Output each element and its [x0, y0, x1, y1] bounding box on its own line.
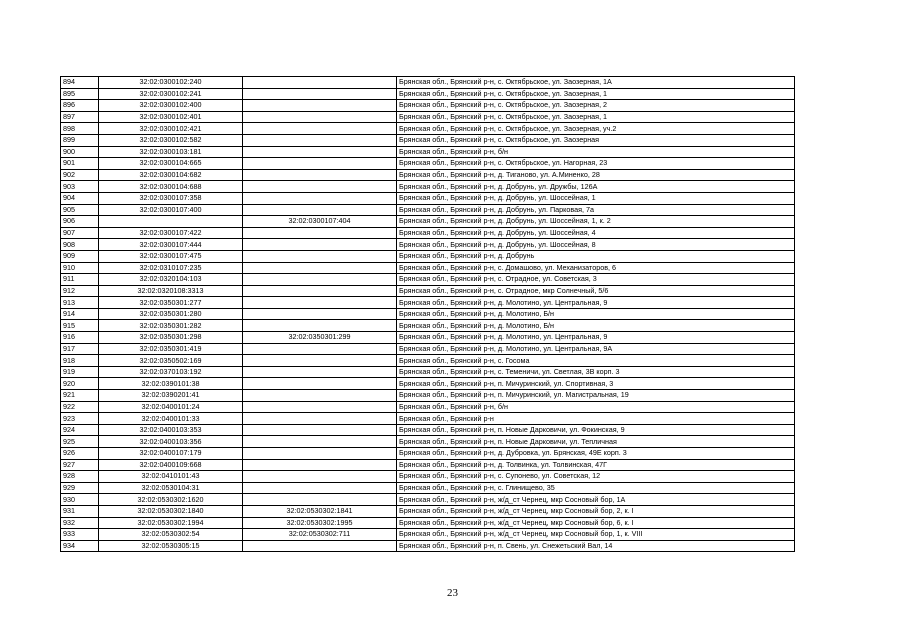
- row-number-cell: 895: [61, 88, 99, 100]
- row-number-cell: 903: [61, 181, 99, 193]
- cadastral-number-cell: 32:02:0310107:235: [99, 262, 243, 274]
- cadastral-number-cell: 32:02:0350301:282: [99, 320, 243, 332]
- address-cell: Брянская обл., Брянский р-н, с. Октябрьское, ул. Заозерная, 1А: [397, 77, 795, 89]
- row-number-cell: 926: [61, 448, 99, 460]
- address-cell: Брянская обл., Брянский р-н, ж/д_ст Чернец, мкр Сосновый бор, 6, к. I: [397, 517, 795, 529]
- cadastral-number-cell: 32:02:0320104:103: [99, 274, 243, 286]
- related-cadastral-number-cell: 32:02:0530302:1841: [243, 505, 397, 517]
- cadastral-number-cell: 32:02:0400103:353: [99, 424, 243, 436]
- address-cell: Брянская обл., Брянский р-н, д. Добрунь, ул. Шоссейная, 8: [397, 239, 795, 251]
- cadastral-number-cell: 32:02:0390201:41: [99, 390, 243, 402]
- address-cell: Брянская обл., Брянский р-н, д. Дубровка, ул. Брянская, 49Е корп. 3: [397, 448, 795, 460]
- related-cadastral-number-cell: [243, 355, 397, 367]
- cadastral-number-cell: 32:02:0300104:682: [99, 169, 243, 181]
- cadastral-number-cell: 32:02:0300104:688: [99, 181, 243, 193]
- cadastral-table: [60, 76, 795, 552]
- address-cell: Брянская обл., Брянский р-н, ж/д_ст Чернец, мкр Сосновый бор, 2, к. I: [397, 505, 795, 517]
- row-number-cell: 904: [61, 192, 99, 204]
- address-cell: Брянская обл., Брянский р-н, с. Октябрьское, ул. Заозерная, 1: [397, 111, 795, 123]
- address-cell: Брянская обл., Брянский р-н, д. Тиганово, ул. А.Миненко, 28: [397, 169, 795, 181]
- related-cadastral-number-cell: 32:02:0530302:711: [243, 529, 397, 541]
- address-cell: Брянская обл., Брянский р-н, с. Госома: [397, 355, 795, 367]
- table-row: [61, 459, 795, 471]
- cadastral-number-cell: 32:02:0300102:582: [99, 134, 243, 146]
- cadastral-number-cell: 32:02:0530302:1620: [99, 494, 243, 506]
- row-number-cell: 923: [61, 413, 99, 425]
- row-number-cell: 896: [61, 100, 99, 112]
- address-cell: Брянская обл., Брянский р-н, ж/д_ст Чернец, мкр Сосновый бор, 1, к. VIII: [397, 529, 795, 541]
- table-row: [61, 355, 795, 367]
- table-row: [61, 274, 795, 286]
- cadastral-number-cell: 32:02:0300104:665: [99, 158, 243, 170]
- row-number-cell: 900: [61, 146, 99, 158]
- row-number-cell: 927: [61, 459, 99, 471]
- row-number-cell: 933: [61, 529, 99, 541]
- table-row: [61, 169, 795, 181]
- address-cell: Брянская обл., Брянский р-н, с. Октябрьское, ул. Нагорная, 23: [397, 158, 795, 170]
- table-row: [61, 366, 795, 378]
- row-number-cell: 924: [61, 424, 99, 436]
- table-row: [61, 297, 795, 309]
- cadastral-number-cell: 32:02:0530104:31: [99, 482, 243, 494]
- address-cell: Брянская обл., Брянский р-н, б/н: [397, 401, 795, 413]
- row-number-cell: 899: [61, 134, 99, 146]
- cadastral-number-cell: 32:02:0530302:1994: [99, 517, 243, 529]
- related-cadastral-number-cell: [243, 77, 397, 89]
- related-cadastral-number-cell: [243, 343, 397, 355]
- row-number-cell: 913: [61, 297, 99, 309]
- row-number-cell: 912: [61, 285, 99, 297]
- address-cell: Брянская обл., Брянский р-н, д. Добрунь, ул. Дружбы, 126А: [397, 181, 795, 193]
- address-cell: Брянская обл., Брянский р-н, д. Молотино, ул. Центральная, 9: [397, 297, 795, 309]
- row-number-cell: 908: [61, 239, 99, 251]
- table-row: [61, 343, 795, 355]
- address-cell: Брянская обл., Брянский р-н: [397, 413, 795, 425]
- table-body: [61, 77, 795, 552]
- address-cell: Брянская обл., Брянский р-н, д. Добрунь, ул. Шоссейная, 4: [397, 227, 795, 239]
- address-cell: Брянская обл., Брянский р-н, д. Молотино, Б/н: [397, 308, 795, 320]
- table-row: [61, 250, 795, 262]
- address-cell: Брянская обл., Брянский р-н, с. Домашово, ул. Механизаторов, 6: [397, 262, 795, 274]
- cadastral-number-cell: 32:02:0300102:241: [99, 88, 243, 100]
- related-cadastral-number-cell: [243, 424, 397, 436]
- row-number-cell: 902: [61, 169, 99, 181]
- table-row: [61, 413, 795, 425]
- related-cadastral-number-cell: [243, 436, 397, 448]
- address-cell: Брянская обл., Брянский р-н, б/н: [397, 146, 795, 158]
- row-number-cell: 914: [61, 308, 99, 320]
- cadastral-number-cell: 32:02:0530302:1840: [99, 505, 243, 517]
- related-cadastral-number-cell: [243, 134, 397, 146]
- table-row: [61, 285, 795, 297]
- row-number-cell: 920: [61, 378, 99, 390]
- related-cadastral-number-cell: 32:02:0350301:299: [243, 332, 397, 344]
- related-cadastral-number-cell: [243, 471, 397, 483]
- row-number-cell: 910: [61, 262, 99, 274]
- cadastral-number-cell: 32:02:0300103:181: [99, 146, 243, 158]
- address-cell: Брянская обл., Брянский р-н, п. Новые Дарковичи, ул. Фокинская, 9: [397, 424, 795, 436]
- row-number-cell: 894: [61, 77, 99, 89]
- row-number-cell: 916: [61, 332, 99, 344]
- row-number-cell: 921: [61, 390, 99, 402]
- cadastral-number-cell: 32:02:0350301:419: [99, 343, 243, 355]
- row-number-cell: 907: [61, 227, 99, 239]
- table-row: [61, 158, 795, 170]
- cadastral-number-cell: 32:02:0370103:192: [99, 366, 243, 378]
- row-number-cell: 898: [61, 123, 99, 135]
- table-row: [61, 482, 795, 494]
- related-cadastral-number-cell: [243, 158, 397, 170]
- table-row: [61, 390, 795, 402]
- cadastral-number-cell: 32:02:0300102:400: [99, 100, 243, 112]
- address-cell: Брянская обл., Брянский р-н, д. Добрунь: [397, 250, 795, 262]
- related-cadastral-number-cell: [243, 262, 397, 274]
- cadastral-number-cell: 32:02:0530302:54: [99, 529, 243, 541]
- related-cadastral-number-cell: [243, 308, 397, 320]
- table-row: [61, 192, 795, 204]
- row-number-cell: 932: [61, 517, 99, 529]
- table-row: [61, 88, 795, 100]
- cadastral-number-cell: 32:02:0400109:668: [99, 459, 243, 471]
- table-row: [61, 378, 795, 390]
- related-cadastral-number-cell: [243, 88, 397, 100]
- address-cell: Брянская обл., Брянский р-н, д. Добрунь, ул. Парковая, 7а: [397, 204, 795, 216]
- table-row: [61, 308, 795, 320]
- table-row: [61, 123, 795, 135]
- address-cell: Брянская обл., Брянский р-н, п. Мичуринский, ул. Спортивная, 3: [397, 378, 795, 390]
- row-number-cell: 911: [61, 274, 99, 286]
- cadastral-number-cell: 32:02:0300107:358: [99, 192, 243, 204]
- related-cadastral-number-cell: [243, 320, 397, 332]
- cadastral-number-cell: 32:02:0300107:422: [99, 227, 243, 239]
- cadastral-number-cell: 32:02:0350301:298: [99, 332, 243, 344]
- table-row: [61, 529, 795, 541]
- related-cadastral-number-cell: [243, 378, 397, 390]
- related-cadastral-number-cell: [243, 123, 397, 135]
- table-row: [61, 320, 795, 332]
- row-number-cell: 928: [61, 471, 99, 483]
- cadastral-number-cell: 32:02:0350301:277: [99, 297, 243, 309]
- related-cadastral-number-cell: [243, 274, 397, 286]
- cadastral-number-cell: 32:02:0320108:3313: [99, 285, 243, 297]
- related-cadastral-number-cell: [243, 227, 397, 239]
- cadastral-number-cell: 32:02:0350502:169: [99, 355, 243, 367]
- cadastral-number-cell: 32:02:0400101:33: [99, 413, 243, 425]
- table-row: [61, 111, 795, 123]
- row-number-cell: 917: [61, 343, 99, 355]
- related-cadastral-number-cell: [243, 540, 397, 552]
- address-cell: Брянская обл., Брянский р-н, д. Добрунь, ул. Шоссейная, 1: [397, 192, 795, 204]
- table-row: [61, 77, 795, 89]
- related-cadastral-number-cell: [243, 204, 397, 216]
- related-cadastral-number-cell: [243, 100, 397, 112]
- row-number-cell: 915: [61, 320, 99, 332]
- table-row: [61, 471, 795, 483]
- related-cadastral-number-cell: [243, 459, 397, 471]
- cadastral-number-cell: 32:02:0390101:38: [99, 378, 243, 390]
- address-cell: Брянская обл., Брянский р-н, с. Отрадное, мкр Солнечный, 5/6: [397, 285, 795, 297]
- address-cell: Брянская обл., Брянский р-н, с. Теменичи, ул. Светлая, 3В корп. 3: [397, 366, 795, 378]
- cadastral-number-cell: 32:02:0300102:401: [99, 111, 243, 123]
- related-cadastral-number-cell: 32:02:0300107:404: [243, 216, 397, 228]
- row-number-cell: 918: [61, 355, 99, 367]
- table-row: [61, 436, 795, 448]
- address-cell: Брянская обл., Брянский р-н, с. Октябрьское, ул. Заозерная, 1: [397, 88, 795, 100]
- cadastral-number-cell: 32:02:0530305:15: [99, 540, 243, 552]
- table-row: [61, 424, 795, 436]
- table-row: [61, 181, 795, 193]
- related-cadastral-number-cell: [243, 413, 397, 425]
- address-cell: Брянская обл., Брянский р-н, д. Молотино, ул. Центральная, 9А: [397, 343, 795, 355]
- address-cell: Брянская обл., Брянский р-н, д. Молотино, Б/н: [397, 320, 795, 332]
- related-cadastral-number-cell: [243, 297, 397, 309]
- cadastral-number-cell: 32:02:0400101:24: [99, 401, 243, 413]
- table-row: [61, 216, 795, 228]
- related-cadastral-number-cell: [243, 366, 397, 378]
- related-cadastral-number-cell: [243, 448, 397, 460]
- related-cadastral-number-cell: [243, 250, 397, 262]
- table-row: [61, 517, 795, 529]
- address-cell: Брянская обл., Брянский р-н, ж/д_ст Чернец, мкр Сосновый бор, 1А: [397, 494, 795, 506]
- cadastral-number-cell: [99, 216, 243, 228]
- address-cell: Брянская обл., Брянский р-н, д. Добрунь, ул. Шоссейная, 1, к. 2: [397, 216, 795, 228]
- address-cell: Брянская обл., Брянский р-н, с. Отрадное, ул. Советская, 3: [397, 274, 795, 286]
- cadastral-number-cell: 32:02:0410101:43: [99, 471, 243, 483]
- address-cell: Брянская обл., Брянский р-н, п. Мичуринский, ул. Магистральная, 19: [397, 390, 795, 402]
- related-cadastral-number-cell: [243, 390, 397, 402]
- related-cadastral-number-cell: [243, 285, 397, 297]
- related-cadastral-number-cell: [243, 146, 397, 158]
- table-row: [61, 332, 795, 344]
- related-cadastral-number-cell: [243, 181, 397, 193]
- cadastral-number-cell: 32:02:0350301:280: [99, 308, 243, 320]
- table-row: [61, 448, 795, 460]
- cadastral-number-cell: 32:02:0400103:356: [99, 436, 243, 448]
- related-cadastral-number-cell: [243, 169, 397, 181]
- row-number-cell: 925: [61, 436, 99, 448]
- related-cadastral-number-cell: [243, 482, 397, 494]
- address-cell: Брянская обл., Брянский р-н, с. Октябрьское, ул. Заозерная, уч.2: [397, 123, 795, 135]
- table-row: [61, 204, 795, 216]
- cadastral-number-cell: 32:02:0300102:240: [99, 77, 243, 89]
- row-number-cell: 906: [61, 216, 99, 228]
- table-row: [61, 494, 795, 506]
- table-row: [61, 505, 795, 517]
- table-row: [61, 401, 795, 413]
- row-number-cell: 929: [61, 482, 99, 494]
- address-cell: Брянская обл., Брянский р-н, п. Свень, ул. Снежетьский Вал, 14: [397, 540, 795, 552]
- address-cell: Брянская обл., Брянский р-н, д. Молотино, ул. Центральная, 9: [397, 332, 795, 344]
- row-number-cell: 919: [61, 366, 99, 378]
- address-cell: Брянская обл., Брянский р-н, с. Октябрьское, ул. Заозерная: [397, 134, 795, 146]
- table-row: [61, 227, 795, 239]
- table-row: [61, 134, 795, 146]
- table-row: [61, 239, 795, 251]
- table-row: [61, 262, 795, 274]
- address-cell: Брянская обл., Брянский р-н, д. Толвинка, ул. Толвинская, 47Г: [397, 459, 795, 471]
- table-row: [61, 540, 795, 552]
- row-number-cell: 931: [61, 505, 99, 517]
- related-cadastral-number-cell: [243, 494, 397, 506]
- related-cadastral-number-cell: [243, 192, 397, 204]
- address-cell: Брянская обл., Брянский р-н, п. Новые Дарковичи, ул. Тепличная: [397, 436, 795, 448]
- address-cell: Брянская обл., Брянский р-н, с. Октябрьское, ул. Заозерная, 2: [397, 100, 795, 112]
- row-number-cell: 930: [61, 494, 99, 506]
- row-number-cell: 897: [61, 111, 99, 123]
- cadastral-number-cell: 32:02:0400107:179: [99, 448, 243, 460]
- table-row: [61, 146, 795, 158]
- table-row: [61, 100, 795, 112]
- page-number: 23: [447, 587, 458, 599]
- related-cadastral-number-cell: 32:02:0530302:1995: [243, 517, 397, 529]
- row-number-cell: 909: [61, 250, 99, 262]
- cadastral-number-cell: 32:02:0300107:475: [99, 250, 243, 262]
- cadastral-number-cell: 32:02:0300102:421: [99, 123, 243, 135]
- row-number-cell: 922: [61, 401, 99, 413]
- cadastral-number-cell: 32:02:0300107:400: [99, 204, 243, 216]
- cadastral-number-cell: 32:02:0300107:444: [99, 239, 243, 251]
- related-cadastral-number-cell: [243, 239, 397, 251]
- address-cell: Брянская обл., Брянский р-н, с. Супонево, ул. Советская, 12: [397, 471, 795, 483]
- row-number-cell: 934: [61, 540, 99, 552]
- address-cell: Брянская обл., Брянский р-н, с. Глинищево, 35: [397, 482, 795, 494]
- row-number-cell: 905: [61, 204, 99, 216]
- related-cadastral-number-cell: [243, 401, 397, 413]
- row-number-cell: 901: [61, 158, 99, 170]
- related-cadastral-number-cell: [243, 111, 397, 123]
